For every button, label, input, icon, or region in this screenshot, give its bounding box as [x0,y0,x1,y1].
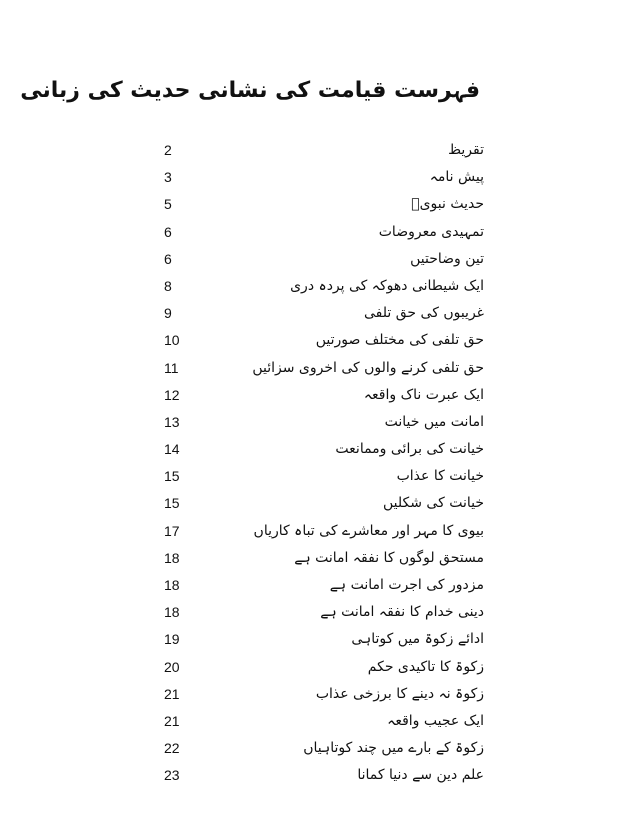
toc-entry-title: خیانت کا عذاب [396,468,484,485]
toc-row [164,682,484,709]
toc-row [164,192,484,219]
toc-entry-title: ایک شیطانی دھوکہ کی پردہ دری [290,277,484,294]
toc-row [164,356,484,383]
toc-row [164,383,484,410]
toc-row [164,464,484,491]
toc-row [164,301,484,328]
toc-page-number: 2 [164,142,172,158]
toc-entry-title: تین وضاحتیں [410,250,484,267]
toc-entry-title: حق تلفی کی مختلف صورتیں [315,332,484,349]
toc-row [164,736,484,763]
toc-row [164,328,484,355]
toc-entry-title: پیش نامہ [429,169,484,186]
toc-row [164,655,484,682]
toc-entry-title: ایک عجیب واقعہ [387,712,484,729]
toc-row [164,247,484,274]
toc-entry-title: خیانت کی شکلیں [382,495,484,512]
toc-entry-title: مستحق لوگوں کا نفقہ امانت ہے [294,549,484,566]
toc-row [164,519,484,546]
toc-page-number: 17 [164,522,180,539]
toc-page-number: 18 [164,549,180,566]
toc-entry-title: زکوۃ نہ دینے کا برزخی عذاب [315,685,484,702]
toc-row [164,410,484,437]
toc-page-number: 19 [164,631,180,648]
toc-entry-title: حق تلفی کرنے والوں کی اخروی سزائیں [252,359,484,376]
toc-row [164,437,484,464]
toc-row [164,491,484,518]
page-title: فہرست قیامت کی نشانی حدیث کی زبانی [20,78,480,103]
toc-entry-title: بیوی کا مہر اور معاشرے کی تباہ کاریاں [253,522,484,539]
toc-page-number: 13 [164,413,180,430]
toc-row [164,165,484,192]
toc-page-number: 21 [164,712,180,729]
toc-page-number: 8 [164,277,172,294]
toc-page-number: 10 [164,332,180,349]
toc-entry-title: خیانت کی برائی وممانعت [335,441,484,458]
toc-row [164,709,484,736]
toc-page-number: 12 [164,386,180,403]
toc-page-number: 15 [164,468,180,485]
toc-entry-title: مزدور کی اجرت امانت ہے [329,577,484,593]
toc-page-number: 11 [164,359,179,376]
toc-entry-title: ادائے زکوۃ میں کوتاہی [351,631,484,648]
toc-page-number: 22 [164,740,180,757]
toc-entry-title: ایک عبرت ناک واقعہ [363,386,484,403]
toc-entry-title: دینی خدام کا نفقہ امانت ہے [320,604,484,621]
toc-page-number: 3 [164,169,172,186]
toc-entry-title: غریبوں کی حق تلفی [364,305,484,322]
toc-page-number: 5 [164,196,172,213]
toc-entry-title: حدیث نبویؐ [411,196,484,213]
toc-row [164,138,484,165]
toc-row [164,763,484,790]
toc-entry-title: تقریظ [448,142,484,158]
toc-row [164,546,484,573]
toc-entry-title: زکوۃ کا تاکیدی حکم [367,658,484,675]
toc-page-number: 6 [164,250,172,267]
toc-page-number: 21 [164,685,180,702]
toc-page-number: 6 [164,223,172,240]
toc-page-number: 18 [164,577,180,593]
toc-row [164,573,484,600]
toc-entry-title: زکوۃ کے بارے میں چند کوتاہیاں [303,740,484,757]
toc-page-number: 14 [164,441,180,458]
toc-page-number: 18 [164,604,180,621]
toc-page-number: 15 [164,495,180,512]
toc-row [164,220,484,247]
table-of-contents [164,138,484,791]
toc-row [164,627,484,654]
toc-row [164,600,484,627]
toc-entry-title: امانت میں خیانت [384,413,484,430]
toc-page-number: 9 [164,305,172,322]
toc-page-number: 20 [164,658,180,675]
toc-row [164,274,484,301]
toc-page-number: 23 [164,767,180,784]
toc-entry-title: علم دین سے دنیا کمانا [357,767,484,784]
toc-entry-title: تمہیدی معروضات [378,223,484,240]
